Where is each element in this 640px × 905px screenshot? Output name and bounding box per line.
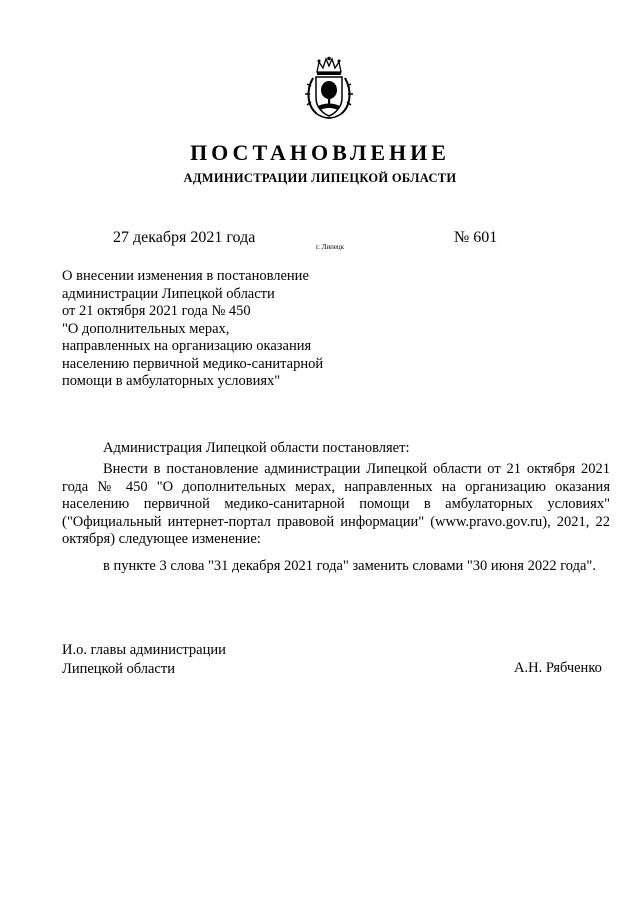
subject-line: направленных на организацию оказания — [62, 338, 312, 354]
preamble: Администрация Липецкой области постановляет: — [103, 440, 410, 456]
document-number: № 601 — [454, 229, 498, 246]
subject-line: от 21 октября 2021 года № 450 — [62, 303, 251, 319]
document-subject — [62, 268, 392, 391]
subject-line: населению первичной медико-санитарной — [62, 355, 324, 372]
signature-position-line: И.о. главы администрации — [62, 642, 226, 658]
signature-position-line: Липецкой области — [62, 661, 175, 677]
signature-name: А.Н. Рябченко — [514, 660, 602, 676]
subject-line: помощи в амбулаторных условиях" — [62, 373, 281, 389]
subject-line: администрации Липецкой области — [62, 285, 275, 302]
body-paragraph: в пункте 3 слова "31 декабря 2021 года" заменить словами "30 июня 2022 года". — [103, 558, 596, 574]
document-city: г. Липецк — [316, 243, 345, 251]
document-date: 27 декабря 2021 года — [113, 229, 256, 246]
signature-position — [62, 641, 226, 679]
document-subtitle: АДМИНИСТРАЦИИ ЛИПЕЦКОЙ ОБЛАСТИ — [183, 171, 457, 185]
subject-line: "О дополнительных мерах, — [62, 320, 230, 337]
document-title: ПОСТАНОВЛЕНИЕ — [190, 140, 450, 165]
body-paragraph: Внести в постановление администрации Липецкой области от 21 октября 2021 года № 450 "О дополнительных мерах, направленных на организацию оказания населению первичной медико-санитарной помощи в амбулаторных условиях" ("Официальный интернет-портал правовой информации" (www.pravo.gov.ru), 2021, 22 октября) следующее изменение: — [62, 461, 610, 548]
coat-of-arms-icon — [303, 56, 355, 122]
subject-line: О внесении изменения в постановление — [62, 268, 309, 284]
